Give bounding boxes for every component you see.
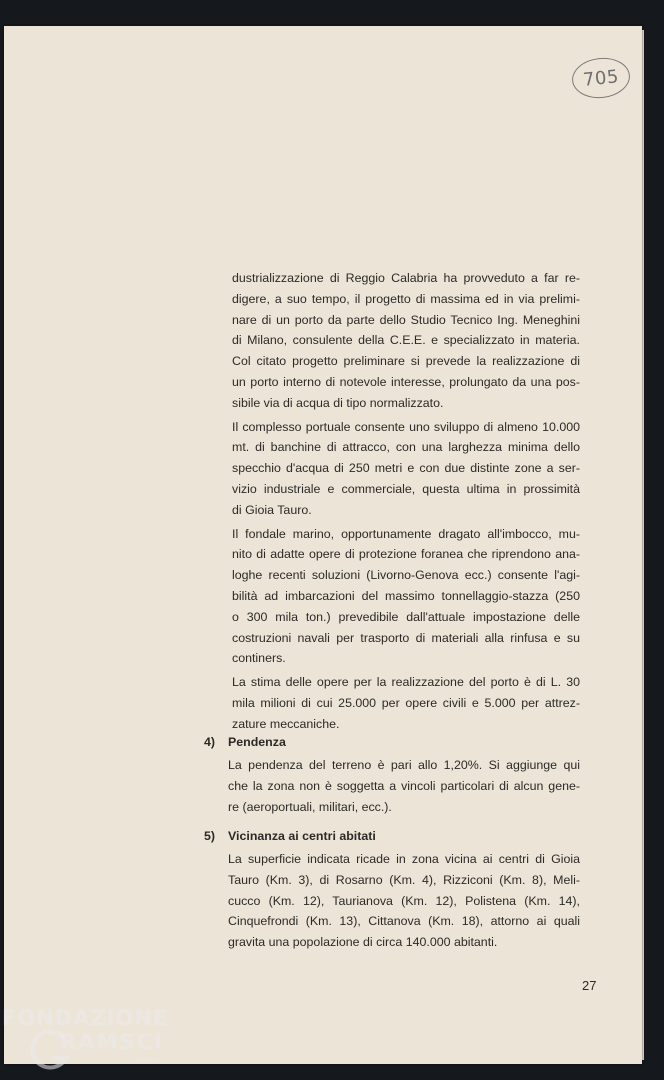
section-line: cucco (Km. 12), Taurianova (Km. 12), Polistena (Km. 14), [228, 893, 580, 908]
body-line: zature meccaniche. [232, 716, 340, 731]
body-line: sibile via di acqua di tipo normalizzato. [232, 395, 444, 410]
body-line: dustrializzazione di Reggio Calabria ha provveduto a far re- [232, 271, 580, 285]
body-line: loghe recenti soluzioni (Livorno-Genova ecc.) consente l'agi- [232, 568, 580, 583]
section-heading [204, 732, 580, 752]
body-line: continers. [232, 651, 286, 666]
body-paragraphs [232, 268, 580, 735]
body-line: di Milano, consulente della C.E.E. e specializzato in materia. [232, 333, 580, 348]
section-line: La superficie indicata ricade in zona vicina ai centri di Gioia [228, 852, 580, 866]
archive-number: 705 [582, 65, 620, 91]
body-line: digere, a suo tempo, il progetto di massima ed in via prelimi- [232, 291, 580, 306]
section-text [228, 849, 580, 953]
body-line: vizio industriale e commerciale, questa ultima in prossimità [232, 481, 580, 496]
watermark-line2: RAMSCI [60, 1030, 164, 1054]
section-pendenza [204, 732, 580, 817]
watermark-small: onlus [136, 1056, 160, 1064]
body-line: o 300 mila ton.) prevedibile dall'attuale impostazione delle [232, 609, 580, 624]
fondazione-gramsci-watermark [2, 1004, 202, 1080]
body-line: nare di un porto da parte dello Studio Tecnico Ing. Meneghini [232, 312, 580, 327]
section-line: La pendenza del terreno è pari allo 1,20%. Si aggiunge qui [228, 758, 580, 772]
body-line: specchio d'acqua di 250 metri e con due distinte zone a ser- [232, 461, 580, 476]
section-line: gravita una popolazione di circa 140.000 abitanti. [228, 935, 498, 950]
body-line: di Gioia Tauro. [232, 502, 312, 517]
section-title: Vicinanza ai centri abitati [228, 829, 376, 843]
watermark-line1: FONDAZIONE [2, 1006, 169, 1030]
section-title: Pendenza [228, 735, 286, 749]
body-line: nito di adatte opere di protezione foranea che riprendono ana- [232, 547, 580, 562]
section-text [228, 755, 580, 817]
body-line: bilità ad imbarcazioni del massimo tonnellaggio-stazza (250 [232, 588, 580, 603]
section-number: 4) [204, 735, 216, 749]
body-line: mila milioni di cui 25.000 per opere civili e 5.000 per attrez- [232, 695, 580, 710]
section-line: re (aeroportuali, militari, ecc.). [228, 799, 392, 814]
body-line: La stima delle opere per la realizzazione del porto è di L. 30 [232, 675, 580, 690]
body-line: Il fondale marino, opportunamente dragato all'imbocco, mu- [232, 526, 580, 541]
section-line: Tauro (Km. 3), di Rosarno (Km. 4), Rizziconi (Km. 8), Meli- [228, 872, 580, 887]
body-line: un porto interno di notevole interesse, prolungato da una pos- [232, 374, 580, 389]
body-line: Il complesso portuale consente uno sviluppo di almeno 10.000 [232, 419, 580, 434]
page-number: 27 [582, 978, 597, 993]
section-line: Cinquefrondi (Km. 13), Cittanova (Km. 18), attorno ai quali [228, 914, 580, 929]
body-line: Col citato progetto preliminare si prevede la realizzazione di [232, 354, 580, 369]
section-number: 5) [204, 829, 216, 843]
body-line: costruzioni navali per trasporto di materiali alla rinfusa e su [232, 630, 580, 645]
section-line: che la zona non è soggetta a vincoli particolari di alcun gene- [228, 778, 580, 793]
body-line: mt. di banchine di attracco, con una larghezza minima dello [232, 440, 580, 455]
section-heading [204, 826, 580, 846]
section-vicinanza [204, 826, 580, 953]
